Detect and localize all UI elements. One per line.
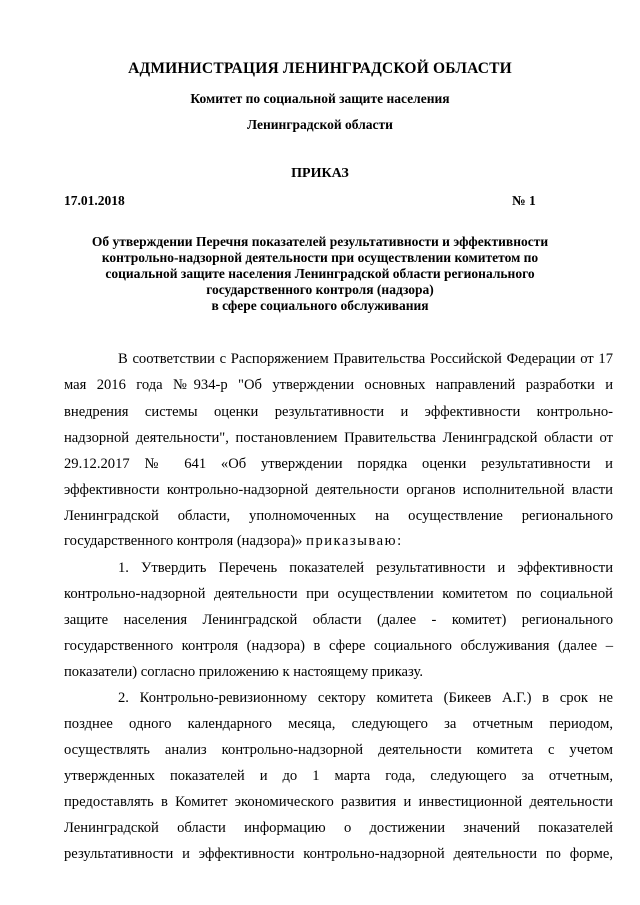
paragraph-line: позднее одного календарного месяца, следующего за отчетным периодом,: [64, 716, 613, 732]
paragraph-line: показатели) согласно приложению к настоящему приказу.: [64, 664, 423, 680]
paragraph-line: мая 2016 года №934-р "Об утверждении основных направлений разработки и: [64, 377, 613, 393]
committee-name-line-1: Комитет по социальной защите населения: [190, 91, 450, 106]
paragraph-line: Ленинградской области информацию о достижении значений показателей: [64, 820, 613, 836]
document-title-line: государственного контроля (надзора): [206, 282, 434, 297]
paragraph-line: утвержденных показателей и до 1 марта года, следующего за отчетным,: [64, 768, 613, 784]
paragraph-line: В соответствии с Распоряжением Правительства Российской Федерации от 17: [118, 351, 613, 367]
order-word: приказываю: [306, 533, 398, 549]
paragraph-line: эффективности контрольно-надзорной деятельности органов исполнительной власти: [64, 482, 613, 498]
document-type: ПРИКАЗ: [291, 166, 349, 181]
paragraph-line: внедрения системы оценки результативности и эффективности контрольно-: [64, 404, 613, 420]
paragraph-line: государственного контроля (надзора) в сфере социального обслуживания (далее –: [64, 638, 613, 654]
document-date: 17.01.2018: [64, 193, 125, 208]
organization-title: АДМИНИСТРАЦИЯ ЛЕНИНГРАДСКОЙ ОБЛАСТИ: [128, 60, 512, 77]
paragraph-line: [64, 532, 613, 550]
document-title-line: Об утверждении Перечня показателей результативности и эффективности: [91, 234, 549, 249]
paragraph-line: 2. Контрольно-ревизионному сектору комитета (Бикеев А.Г.) в срок не: [118, 690, 613, 706]
document-number: № 1: [512, 193, 536, 208]
paragraph-text: государственного контроля (надзора)»: [64, 533, 303, 549]
paragraph-line: результативности и эффективности контрольно-надзорной деятельности по форме,: [64, 846, 613, 862]
paragraph-line: 1. Утвердить Перечень показателей результативности и эффективности: [118, 560, 613, 576]
paragraph-line: Ленинградской области, уполномоченных на осуществление регионального: [64, 508, 613, 524]
paragraph-text: :: [397, 533, 402, 549]
document-title-line: контрольно-надзорной деятельности при осуществлении комитетом по: [101, 250, 539, 265]
paragraph-line: осуществлять анализ контрольно-надзорной деятельности комитета с учетом: [64, 742, 613, 758]
committee-name-line-2: Ленинградской области: [247, 117, 393, 132]
paragraph-line: 29.12.2017 № 641 «Об утверждении порядка оценки результативности и: [64, 456, 613, 472]
paragraph-line: предоставлять в Комитет экономического развития и инвестиционной деятельности: [64, 794, 613, 810]
document-title-line: в сфере социального обслуживания: [211, 298, 429, 313]
paragraph-line: надзорной деятельности", постановлением Правительства Ленинградской области от: [64, 430, 613, 446]
document-title-line: социальной защите населения Ленинградской области регионального: [105, 266, 535, 281]
paragraph-line: контрольно-надзорной деятельности при осуществлении комитетом по социальной: [64, 586, 613, 602]
paragraph-line: защите населения Ленинградской области (далее - комитет) регионального: [64, 612, 613, 628]
